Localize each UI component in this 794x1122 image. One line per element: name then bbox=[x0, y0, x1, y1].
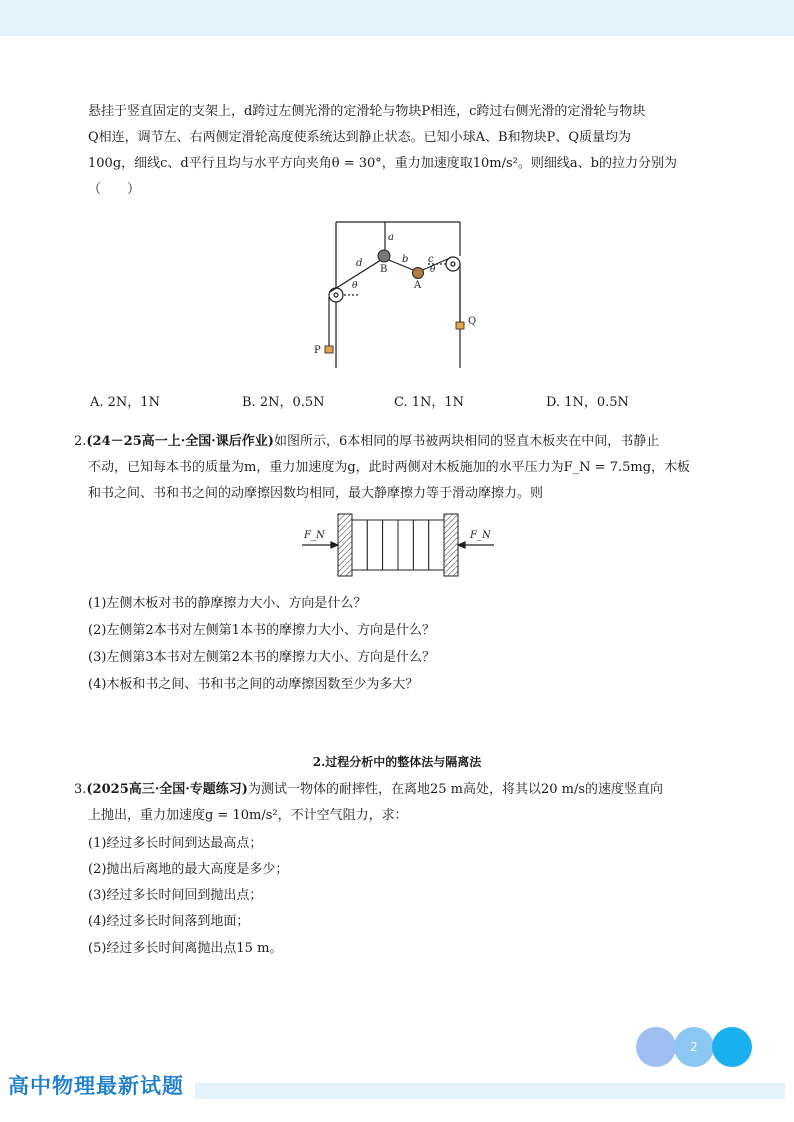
label-Q: Q bbox=[468, 316, 477, 327]
q3-number: 3. bbox=[74, 782, 87, 797]
label-left-force: F_N bbox=[304, 530, 325, 541]
label-theta-right: θ bbox=[430, 265, 436, 275]
label-c: c bbox=[428, 254, 434, 265]
q3-source: (2025高三·全国·专题练习) bbox=[86, 782, 248, 797]
q3-sub-1: (1)经过多长时间到达最高点； bbox=[88, 836, 263, 851]
q1-option-a[interactable]: A. 2N，1N bbox=[90, 395, 160, 410]
q1-option-b[interactable]: B. 2N，0.5N bbox=[242, 395, 325, 410]
label-B: B bbox=[380, 264, 388, 275]
q2-books-figure bbox=[298, 510, 498, 582]
q1-line-2: Q相连，调节左、右两侧定滑轮高度使系统达到静止状态。已知小球A、B和物块P、Q质量均为 bbox=[88, 130, 632, 145]
q1-line-3: 100g，细线c、d平行且均与水平方向夹角θ = 30°，重力加速度取10m/s²。则细线a、b的拉力分别为 bbox=[88, 156, 677, 171]
q2-line-3: 和书之间、书和书之间的动摩擦因数均相同，最大静摩擦力等于滑动摩擦力。则 bbox=[88, 486, 544, 501]
header-band bbox=[0, 0, 794, 36]
label-a: a bbox=[388, 232, 394, 243]
q2-source: (24－25高一上·全国·课后作业) bbox=[86, 434, 274, 449]
page-circle-left bbox=[636, 1027, 676, 1067]
q3-line-1: 为测试一物体的耐摔性，在离地25 m高处，将其以20 m/s的速度竖直向 bbox=[247, 782, 664, 797]
label-right-force: F_N bbox=[470, 530, 491, 541]
label-P: P bbox=[314, 345, 321, 356]
footer-band bbox=[195, 1083, 785, 1099]
q1-pulley-figure bbox=[300, 218, 500, 368]
q2-sub-1: (1)左侧木板对书的静摩擦力大小、方向是什么？ bbox=[88, 596, 367, 611]
q2-number: 2. bbox=[74, 434, 87, 449]
label-b: b bbox=[402, 254, 409, 265]
label-d: d bbox=[356, 258, 363, 269]
q3-first-line bbox=[74, 778, 663, 797]
q2-line-1: 如图所示，6本相同的厚书被两块相同的竖直木板夹在中间，书静止 bbox=[273, 434, 660, 449]
q2-line-2: 不动，已知每本书的质量为m，重力加速度为g，此时两侧对木板施加的水平压力为F_N = 7.5mg，木板 bbox=[88, 460, 691, 475]
q2-sub-3: (3)左侧第3本书对左侧第2本书的摩擦力大小、方向是什么？ bbox=[88, 650, 435, 665]
q3-line-2: 上抛出，重力加速度g = 10m/s²，不计空气阻力，求： bbox=[88, 808, 408, 823]
q1-option-d[interactable]: D. 1N，0.5N bbox=[546, 395, 629, 410]
q1-option-c[interactable]: C. 1N，1N bbox=[394, 395, 465, 410]
q3-sub-3: (3)经过多长时间回到抛出点； bbox=[88, 888, 263, 903]
section-title: 2.过程分析中的整体法与隔离法 bbox=[312, 755, 482, 769]
footer-brand-logo: 高中物理最新试题 bbox=[8, 1074, 184, 1098]
q1-line-4: （ ） bbox=[88, 182, 141, 197]
q1-line-1: 悬挂于竖直固定的支架上，d跨过左侧光滑的定滑轮与物块P相连，c跨过右侧光滑的定滑轮与物块 bbox=[88, 104, 646, 119]
page-circle-right bbox=[712, 1027, 752, 1067]
q2-sub-4: (4)木板和书之间、书和书之间的动摩擦因数至少为多大？ bbox=[88, 677, 419, 692]
q2-sub-2: (2)左侧第2本书对左侧第1本书的摩擦力大小、方向是什么？ bbox=[88, 623, 435, 638]
q3-sub-5: (5)经过多长时间离抛出点15 m。 bbox=[88, 941, 283, 956]
label-theta-left: θ bbox=[352, 281, 358, 291]
q3-sub-4: (4)经过多长时间落到地面； bbox=[88, 914, 250, 929]
q3-sub-2: (2)抛出后离地的最大高度是多少； bbox=[88, 862, 289, 877]
label-A: A bbox=[414, 280, 422, 291]
q2-first-line bbox=[74, 430, 659, 449]
page-number: 2 bbox=[690, 1040, 698, 1054]
